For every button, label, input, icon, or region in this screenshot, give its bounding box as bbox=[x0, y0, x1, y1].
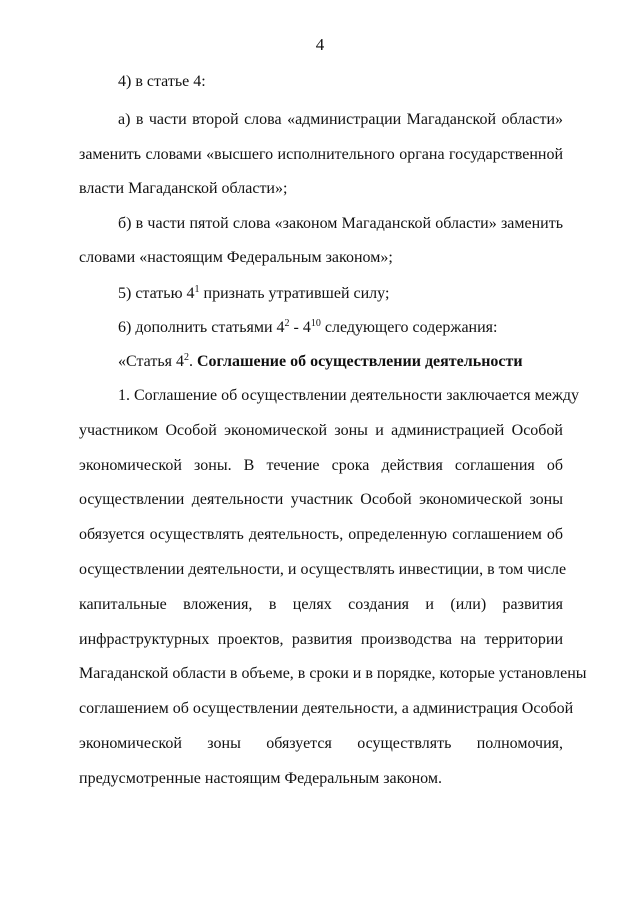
page-number: 4 bbox=[315, 35, 325, 54]
text-line: осуществлении деятельности участник Особой экономической зоны bbox=[79, 491, 563, 508]
text-line: а) в части второй слова «администрации Магаданской области» bbox=[118, 111, 563, 128]
text-line: б) в части пятой слова «законом Магаданской области» заменить bbox=[118, 215, 563, 232]
text-line: Магаданской области в объеме, в сроки и в порядке, которые установлены bbox=[79, 665, 587, 682]
text-line: предусмотренные настоящим Федеральным законом. bbox=[79, 770, 442, 787]
text-line: 5) статью $4^1$ признать утратившей силу; bbox=[118, 284, 390, 302]
text-line: 4) в статье 4: bbox=[118, 73, 206, 90]
text-line: обязуется осуществлять деятельность, определенную соглашением об bbox=[79, 526, 563, 543]
text-line: осуществлении деятельности, и осуществлять инвестиции, в том числе bbox=[79, 561, 567, 578]
text-line: участником Особой экономической зоны и администрацией Особой bbox=[79, 422, 563, 439]
text-line: инфраструктурных проектов, развития производства на территории bbox=[79, 631, 563, 648]
text-line: капитальные вложения, в целях создания и (или) развития bbox=[79, 596, 563, 613]
article-title: Соглашение об осуществлении деятельности bbox=[196, 353, 523, 370]
text-line: заменить словами «высшего исполнительного органа государственной bbox=[79, 146, 563, 163]
text-line: соглашением об осуществлении деятельности, а администрация Особой bbox=[79, 700, 574, 717]
text-line: экономической зоны обязуется осуществлять полномочия, bbox=[79, 735, 563, 752]
text-line: словами «настоящим Федеральным законом»; bbox=[79, 249, 393, 266]
text-line: 6) дополнить статьями $4^2 - 4^{10}$ следующего содержания: bbox=[118, 318, 498, 336]
text-line: власти Магаданской области»; bbox=[79, 180, 288, 197]
text-line: 1. Соглашение об осуществлении деятельности заключается между bbox=[118, 387, 580, 404]
text-line: экономической зоны. В течение срока действия соглашения об bbox=[79, 457, 563, 474]
article-heading: «Статья $4^2$. Соглашение об осуществлении деятельности bbox=[118, 352, 523, 370]
